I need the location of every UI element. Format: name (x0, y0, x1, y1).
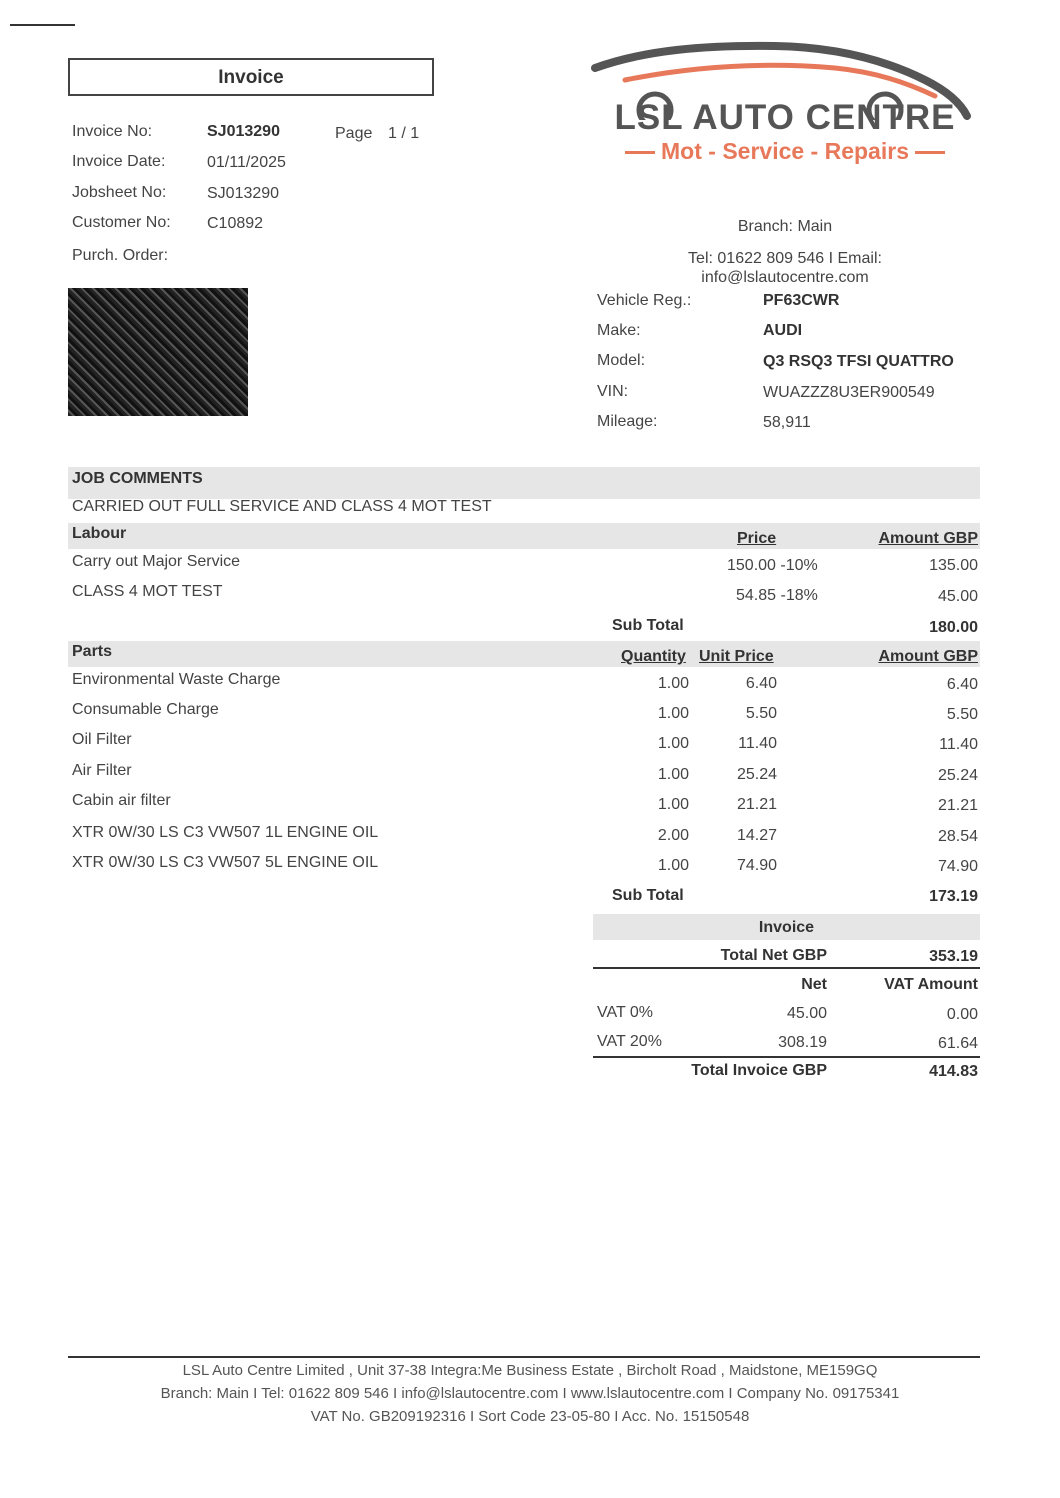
vin-label: VIN: (597, 383, 629, 400)
parts-row-2-unit: 5.50 (745, 705, 777, 722)
labour-row-1-amount: 135.00 (929, 557, 978, 574)
labour-row-2-desc: CLASS 4 MOT TEST (72, 583, 223, 600)
model: Q3 RSQ3 TFSI QUATTRO (763, 353, 954, 370)
redacted-address (68, 288, 248, 416)
summary-heading: Invoice (758, 919, 815, 936)
footer-line-3: VAT No. GB209192316 I Sort Code 23-05-80 I Acc. No. 15150548 (310, 1408, 750, 1425)
labour-subtotal: 180.00 (929, 619, 978, 636)
parts-row-7-amount: 74.90 (937, 858, 978, 875)
vehicle-reg: PF63CWR (763, 292, 840, 309)
vat-header: VAT Amount (884, 976, 978, 993)
vat-row-1-net: 45.00 (786, 1005, 827, 1022)
labour-row-1-price: 150.00 -10% (727, 557, 818, 574)
invoice-title-box (68, 58, 434, 96)
parts-row-7-qty: 1.00 (657, 857, 689, 874)
parts-row-1-unit: 6.40 (745, 675, 777, 692)
parts-subtotal-label: Sub Total (612, 887, 684, 904)
company-logo (585, 40, 985, 170)
logo-name: LSL AUTO CENTRE (614, 98, 956, 137)
total-invoice: 414.83 (929, 1063, 978, 1080)
parts-row-2-qty: 1.00 (657, 705, 689, 722)
branch-line: Branch: Main (737, 218, 833, 235)
invoice-date: 01/11/2025 (207, 154, 286, 171)
parts-row-3-unit: 11.40 (738, 735, 777, 752)
contact-line-2: info@lslautocentre.com (701, 269, 869, 286)
parts-row-2-desc: Consumable Charge (72, 701, 219, 718)
customer-label: Customer No: (72, 214, 171, 231)
parts-qty-header: Quantity (621, 648, 686, 665)
vin: WUAZZZ8U3ER900549 (763, 384, 935, 401)
vat-row-1-label: VAT 0% (597, 1004, 654, 1021)
vat-row-2-net: 308.19 (778, 1034, 827, 1051)
parts-row-3-desc: Oil Filter (72, 731, 132, 748)
invoice-no-label: Invoice No: (72, 123, 153, 140)
invoice-no: SJ013290 (207, 123, 280, 140)
parts-subtotal: 173.19 (929, 888, 978, 905)
net-header: Net (801, 976, 827, 993)
parts-row-6-desc: XTR 0W/30 LS C3 VW507 1L ENGINE OIL (72, 824, 379, 841)
labour-price-header: Price (737, 530, 777, 547)
summary-divider-bottom (593, 1056, 980, 1058)
footer-divider (68, 1356, 980, 1358)
mileage: 58,911 (763, 414, 811, 431)
parts-row-1-desc: Environmental Waste Charge (72, 671, 281, 688)
contact-line-1: Tel: 01622 809 546 I Email: (688, 250, 882, 267)
job-comments-text: CARRIED OUT FULL SERVICE AND CLASS 4 MOT TEST (72, 498, 492, 515)
job-comments-heading: JOB COMMENTS (72, 470, 203, 487)
total-net: 353.19 (929, 948, 978, 965)
logo-tagline (585, 138, 985, 165)
labour-row-1-desc: Carry out Major Service (72, 553, 241, 570)
parts-row-7-unit: 74.90 (736, 857, 777, 874)
parts-row-6-amount: 28.54 (937, 828, 978, 845)
scan-mark (10, 24, 75, 26)
jobsheet-label: Jobsheet No: (72, 184, 167, 201)
page-value: 1 / 1 (388, 125, 420, 142)
parts-row-3-amount: 11.40 (939, 736, 978, 753)
parts-row-5-unit: 21.21 (736, 796, 777, 813)
footer-line-1: LSL Auto Centre Limited , Unit 37-38 Integra:Me Business Estate , Bircholt Road , Maidstone, ME159GQ (182, 1362, 878, 1379)
parts-row-6-qty: 2.00 (657, 827, 689, 844)
vat-row-2-vat: 61.64 (937, 1035, 978, 1052)
parts-row-4-qty: 1.00 (657, 766, 689, 783)
labour-subtotal-label: Sub Total (612, 617, 684, 634)
parts-unit-header: Unit Price (699, 648, 774, 665)
mileage-label: Mileage: (597, 413, 658, 430)
total-invoice-label: Total Invoice GBP (691, 1062, 827, 1079)
make: AUDI (763, 322, 803, 339)
jobsheet-no: SJ013290 (207, 185, 280, 202)
labour-row-2-amount: 45.00 (937, 588, 978, 605)
labour-row-2-price: 54.85 -18% (736, 587, 818, 604)
parts-row-6-unit: 14.27 (736, 827, 777, 844)
parts-row-5-desc: Cabin air filter (72, 792, 171, 809)
parts-amount-header: Amount GBP (878, 648, 978, 665)
make-label: Make: (597, 322, 641, 339)
logo-tagline-text: Mot - Service - Repairs (661, 138, 909, 164)
job-comments-band (68, 467, 980, 499)
invoice-date-label: Invoice Date: (72, 153, 166, 170)
labour-heading: Labour (72, 525, 127, 542)
parts-row-1-qty: 1.00 (657, 675, 689, 692)
summary-divider-top (593, 967, 980, 969)
parts-row-4-desc: Air Filter (72, 762, 132, 779)
parts-row-1-amount: 6.40 (946, 676, 978, 693)
vat-row-1-vat: 0.00 (946, 1006, 978, 1023)
total-net-label: Total Net GBP (720, 947, 827, 964)
parts-row-2-amount: 5.50 (946, 706, 978, 723)
parts-row-3-qty: 1.00 (657, 735, 689, 752)
parts-row-4-unit: 25.24 (736, 766, 777, 783)
labour-amount-header: Amount GBP (878, 530, 978, 547)
model-label: Model: (597, 352, 646, 369)
parts-row-5-qty: 1.00 (657, 796, 689, 813)
vehicle-reg-label: Vehicle Reg.: (597, 292, 692, 309)
footer-line-2: Branch: Main I Tel: 01622 809 546 I info@lslautocentre.com I www.lslautocentre.com I Company No. 09175341 (160, 1385, 900, 1402)
customer-no: C10892 (207, 215, 264, 232)
invoice-title: Invoice (218, 67, 284, 88)
parts-row-5-amount: 21.21 (937, 797, 978, 814)
purch-order-label: Purch. Order: (72, 247, 169, 264)
page-label: Page (335, 125, 373, 142)
parts-heading: Parts (72, 643, 113, 660)
parts-row-7-desc: XTR 0W/30 LS C3 VW507 5L ENGINE OIL (72, 854, 379, 871)
parts-row-4-amount: 25.24 (937, 767, 978, 784)
vat-row-2-label: VAT 20% (597, 1033, 662, 1050)
